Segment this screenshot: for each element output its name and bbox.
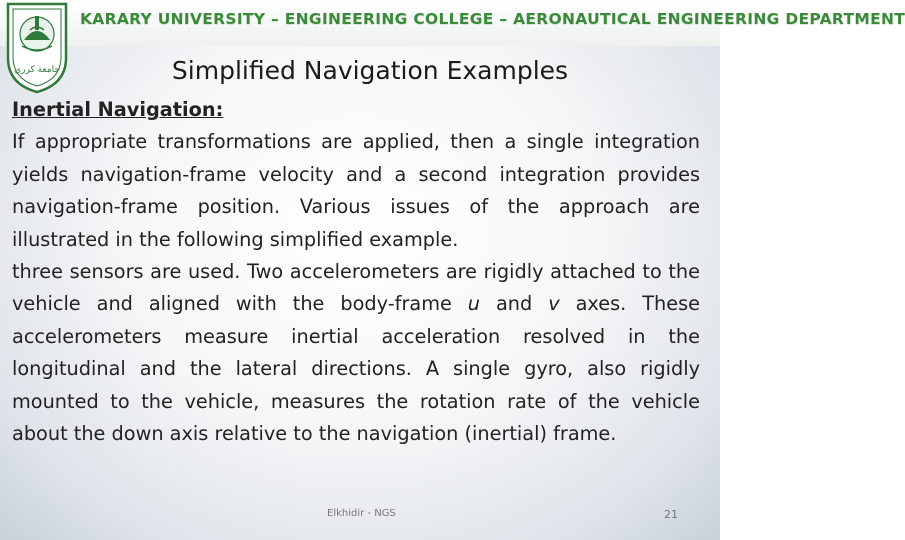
paragraph-2 (12, 256, 700, 450)
logo-arabic-text: جامعة كرري (14, 65, 60, 75)
paragraph-1: If appropriate transformations are applied, then a single integration yields navigation-frame velocity and a second integration provides navigation-frame position. Various issues of the approach are illustrated in the following simplified example. (12, 130, 700, 251)
section-heading: Inertial Navigation: (12, 98, 224, 121)
page-number: 21 (664, 508, 678, 521)
axis-v: v (548, 292, 560, 316)
axis-u: u (467, 292, 481, 316)
paragraph-2-rest: axes. These accelerometers measure inertial acceleration resolved in the longitudinal and the lateral directions. A single gyro, also rigidly mounted to the vehicle, measures the rotation rate of the vehicle about the down axis relative to the navigation (inertial) frame. (12, 292, 700, 446)
paragraph-2-and: and (480, 292, 549, 316)
slide-body (12, 94, 700, 450)
university-logo (2, 0, 72, 94)
paragraph-2-start: three sensors are used. Two accelerometers are rigidly attached to the vehicle and aligned with the body-frame (12, 260, 700, 316)
footer-author: Elkhidir - NGS (327, 508, 396, 519)
slide-title: Simplified Navigation Examples (171, 56, 569, 85)
university-banner: KARARY UNIVERSITY – ENGINEERING COLLEGE – AERONAUTICAL ENGINEERING DEPARTMENT (80, 10, 905, 28)
